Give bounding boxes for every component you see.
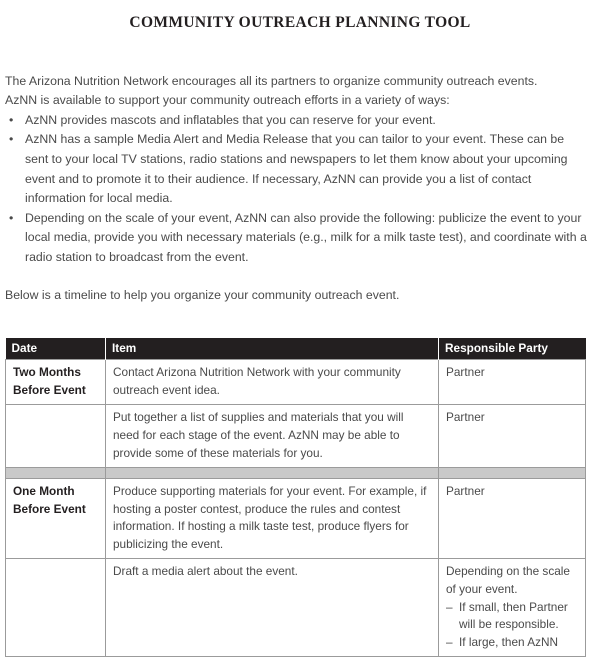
- cell-item: Contact Arizona Nutrition Network with your community outreach event idea.: [106, 360, 439, 405]
- cell-date: [6, 479, 106, 559]
- list-item-text: AzNN provides mascots and inflatables that you can reserve for your event.: [25, 112, 436, 127]
- party-intro-text: Depending on the scale of your event.: [446, 564, 570, 597]
- cell-responsible-party: [439, 559, 586, 657]
- dash-icon: –: [446, 634, 453, 649]
- cell-responsible-party: Partner: [439, 479, 586, 559]
- cell-responsible-party: Partner: [439, 360, 586, 405]
- bullet-icon: •: [9, 210, 14, 225]
- table-body: [6, 360, 586, 657]
- dash-icon: –: [446, 599, 453, 614]
- table-row: [6, 360, 586, 405]
- list-item: [446, 599, 578, 634]
- intro-paragraph: [0, 33, 600, 111]
- list-item: [446, 634, 578, 652]
- services-bullet-list: [0, 111, 600, 268]
- list-item-text: Depending on the scale of your event, AzNN can also provide the following: publicize the event to your local media, provide you with necessary materials (e.g., milk for a milk taste test), and coordinate with a radio station to broadcast from the event.: [25, 210, 587, 264]
- date-line-1: Two Months: [13, 365, 81, 380]
- cell-item: Draft a media alert about the event.: [106, 559, 439, 657]
- cell-item: Produce supporting materials for your event. For example, if hosting a poster contest, produce the rules and contest information. If hosting a milk taste test, produce flyers for publicizing the event.: [106, 479, 439, 559]
- cell-item: Put together a list of supplies and materials that you will need for each stage of the event. AzNN may be able to provide some of these materials for you.: [106, 405, 439, 468]
- cell-date: [6, 360, 106, 405]
- date-line-1: One Month: [13, 484, 75, 499]
- spacer-cell: [6, 468, 106, 479]
- table-row: [6, 479, 586, 559]
- intro-line-2: AzNN is available to support your community outreach efforts in a variety of ways:: [5, 93, 450, 108]
- date-line-2: Before Event: [13, 501, 86, 516]
- table-section-spacer: [6, 468, 586, 479]
- closing-paragraph: Below is a timeline to help you organize your community outreach event.: [5, 287, 400, 302]
- timeline-table: [5, 338, 586, 657]
- page-title: COMMUNITY OUTREACH PLANNING TOOL: [129, 14, 471, 31]
- list-item: [0, 111, 600, 131]
- cell-date: [6, 559, 106, 657]
- intro-line-1: The Arizona Nutrition Network encourages all its partners to organize community outreach events.: [5, 73, 538, 88]
- cell-responsible-party: Partner: [439, 405, 586, 468]
- table-header: [6, 338, 586, 360]
- list-item-text: AzNN has a sample Media Alert and Media Release that you can tailor to your event. These can be sent to your local TV stations, radio stations and newspapers to let them know about your upcoming event and to promote it to their audience. If necessary, AzNN can provide you a list of contact information for local media.: [25, 132, 568, 206]
- bullet-icon: •: [9, 112, 14, 127]
- timeline-table-container: [0, 305, 600, 657]
- spacer-cell: [106, 468, 439, 479]
- table-row: [6, 559, 586, 657]
- list-item: [0, 209, 600, 268]
- list-item: [0, 130, 600, 208]
- column-header-date: Date: [6, 338, 106, 360]
- spacer-cell: [439, 468, 586, 479]
- column-header-item: Item: [106, 338, 439, 360]
- list-item-text: If small, then Partner will be responsible.: [459, 599, 568, 632]
- cell-date: [6, 405, 106, 468]
- table-header-row: [6, 338, 586, 360]
- column-header-responsible-party: Responsible Party: [439, 338, 586, 360]
- bullet-icon: •: [9, 132, 14, 147]
- list-item-text: If large, then AzNN: [459, 634, 559, 649]
- table-row: [6, 405, 586, 468]
- date-line-2: Before Event: [13, 382, 86, 397]
- party-condition-list: [446, 599, 578, 652]
